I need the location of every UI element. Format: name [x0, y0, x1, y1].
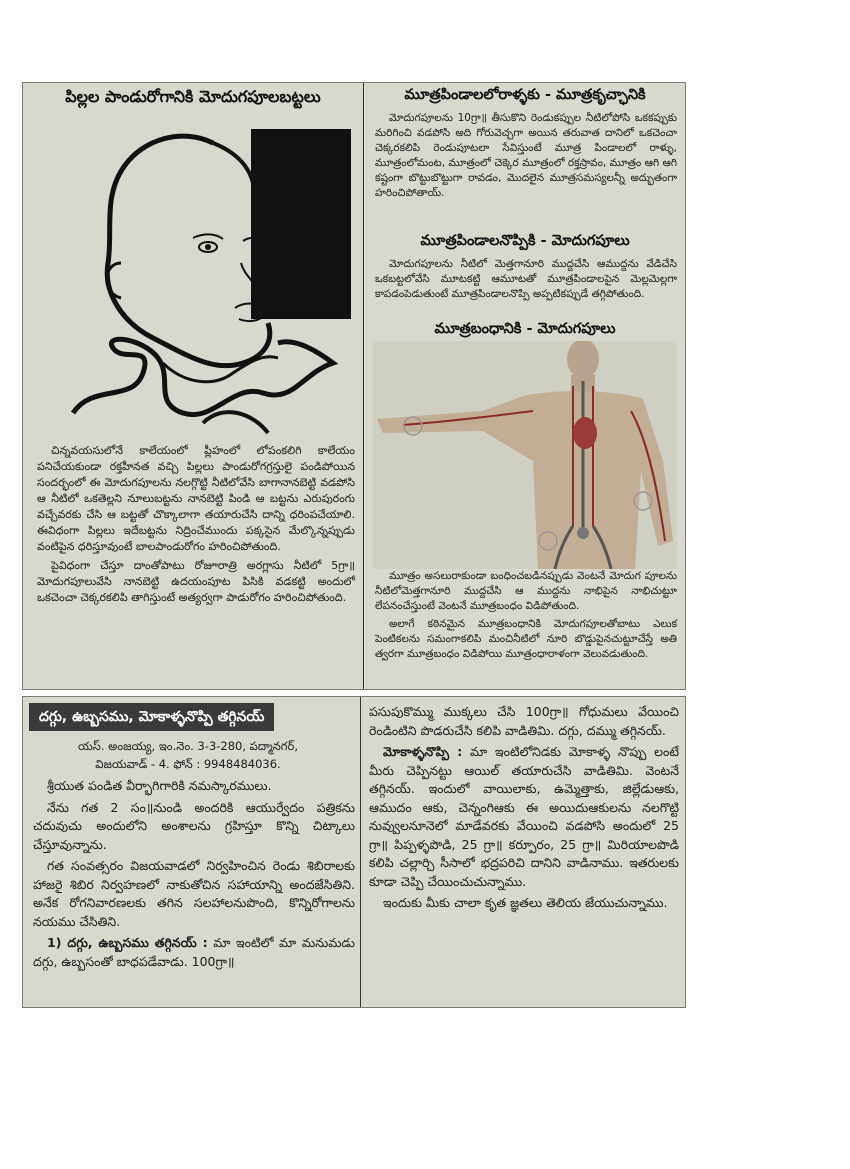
right-lead-paragraph: పసుపుకొమ్ము ముక్కలు చేసి 100గ్రా॥ గోధుమలు వేయించి రెండింటిని పొడరుచేసి కలిపి వాడితిమి. దగ్గు, దమ్ము తగ్గినయ్. [369, 704, 679, 738]
bottom-column-divider [360, 697, 361, 1007]
address-line-2: విజయవాడ్ - 4. ఫోన్ : 9948484036. [95, 757, 281, 771]
point2-label: మోకాళ్ళనొప్పి : [383, 744, 463, 759]
left-column-headline: పిల్లల పాండురోగానికి మోదుగపూలబట్టలు [65, 87, 321, 106]
right-headline-urine-retention: మూత్రబంధానికి - మోదుగపూలు [434, 321, 616, 337]
right-headline-kidney-stones: మూత్రపిండాలలోరాళ్ళకు - మూత్రకృచ్ఛానికి [404, 87, 646, 103]
closing-paragraph: ఇందుకు మీకు చాలా కృత జ్ఞతలు తెలియ జేయుచున్నాము. [383, 895, 668, 910]
right-section-1 [375, 111, 677, 204]
left-column-body [37, 443, 355, 609]
right-paragraph-2: మోదుగపూలను నీటిలో మెత్తగానూరి ముద్దచేసి ఆముద్దను వేడిచేసి ఒకబట్టలోవేసి మూటకట్టి ఆమూటతో మూత్రపిండాలపైన మెల్లమెల్లగా కాపడంపెడుతుంటే మూత్రపిండాలనొప్పి అప్పటికప్పుడే తగ్గిపోతుంది. [375, 258, 677, 300]
right-headline-kidney-pain: మూత్రపిండాలనొప్పికి - మోదుగపూలు [420, 233, 630, 249]
left-paragraph-1: చిన్నవయసులోనే కాలేయంలో ప్లీహంలో లోపంకలిగి కాలేయం పనిచేయకుండా రక్తహీనత వచ్చి పిల్లలు పాండురోగగ్రస్తులై పండిపోయిన సందర్భంలో ఈ మోదుగపూలను నలగ్గొట్టి నీటిలోవేసి బాగానానబెట్టి వడపోసి ఆ నీటిలో ఒకతెల్లని నూలుబట్టను నానబెట్టి పిండి ఆ బట్టను ఎరుపురంగు వచ్చేవరకు చేసి ఆ బట్టతో చొక్కాలాగా తయారుచేసి దాన్ని ధరింపచేయాలి. ఈవిధంగా పిల్లలు ఇదేబట్టను నిద్రించేముందు పక్కసైన మేల్కొన్నప్పుడు వంటిపైన ధరిస్తూవుంటే బాలపాండురోగం హరించిపోతుంది. [37, 444, 355, 553]
point1-paragraph [33, 934, 355, 971]
right-paragraph-4: అలాగే కఠినమైన మూత్రబంధానికి మోదుగపూలతోబాటు ఎలుక పెంటికలను సమంగాకలిపి మంచినీటిలో నూరి బొడ్డుపైనచుట్టూచేస్తే అతి త్వరగా మూత్రబంధం విడిపోయి మూత్రంధారాళంగా వెలువడుతుంది. [375, 618, 677, 660]
address-line-1: యస్. అంజయ్య, ఇం.నెం. 3-3-280, పద్మానగర్, [78, 739, 298, 753]
right-paragraph-1: మోదుగపూలను 10గ్రా॥ తీసుకొని రెండుకప్పుల నీటిలోపోసి ఒకకప్పుకు మరిగించి వడపోసి అది గోరువెచ్చగా అయిన తరువాత దానిలో ఒకచెంచా చెక్కరకలిపి రెండుపూటలా సేవిస్తుంటే మూత్ర పిండాలలో రాళ్ళు, మూత్రంలోమంట, మూత్రంలో చెక్కెర మూత్రంలో రక్తస్రావం, మూత్రం ఆగి ఆగి కష్టంగా బొట్టుబొట్టుగా రావడం, మొదలైన మూత్రసమస్యలన్నీ అద్భుతంగా హరించిపోతాయ్. [375, 112, 677, 199]
testimonial-banner: దగ్గు, ఉబ్బసము, మోకాళ్ళనొప్పి తగ్గినయ్ [29, 703, 274, 731]
right-section-3 [375, 569, 677, 665]
sender-address [23, 737, 353, 773]
right-section-2 [375, 257, 677, 305]
point2-paragraph [369, 743, 679, 891]
bottom-newspaper-clipping [22, 696, 686, 1008]
point1-label: 1) దగ్గు, ఉబ్బసము తగ్గినయ్ : [47, 935, 208, 950]
anatomy-illustration [373, 341, 677, 569]
point2-text: మా ఇంటిలోనిడకు మోకాళ్ళ నొప్పు లంటే మీరు చెప్పినట్టు ఆయిల్ తయారుచేసి వాడితిమి. వెంటనే తగ్గినయ్. ఇందులో వాయిలాకు, ఉమ్మెత్తాకు, జిల్లేడుఆకు, ఆముదం ఆకు, చెన్నంగిఆకు ఈ అయిదుఆకులను నలగొట్టి నువ్వులనూనెలో మాడేవరకు వేయించి వడపోసి అందులో 25 గ్రా॥ పిప్పళ్ళపొడి, 25 గ్రా॥ కర్పూరం, 25 గ్రా॥ మిరియాలపొడి కలిపి చల్లార్చి సీసాలో భద్రపరిచి దానిని వాడినాము. ఇతరులకు కూడా చెప్పి చేయించుచున్నాము. [369, 744, 679, 889]
left-paragraph-2: పైవిధంగా చేస్తూ దాంతోపాటు రోజూరాత్రి అరగ్లాసు నీటిలో 5గ్రా॥ మోదుగపూలువేసి నానబెట్టి ఉదయంపూట పిసికి వడకట్టి అందులో ఒకచెంచా చెక్కరకలిపి తాగిస్తుంటే అత్యర్వగా పాడురోగం హరించిపోతుంది. [37, 559, 355, 604]
child-illustration [63, 123, 353, 443]
right-paragraph-3: మూత్రం అసలురాకుండా బంధించబడినప్పుడు వెంటనే మోదుగ పూలను నీటిలోమెత్తగానూరి ముద్దచేసి ఆ ముద్దను నాభిపైన నాభిచుట్టూ లేపనంచేస్తుంటే వెంటనే మూత్రబంధం విడిపోతుంది. [375, 570, 677, 612]
camp-paragraph: గత సంవత్సరం విజయవాడలో నిర్వహించిన రెండు శిబిరాలకు హాజరై శిబిర నిర్వహణలో నాకుతోచిన సహాయాన్ని అందజేసితిని. అనేక రోగనివారణలకు తగిన సలహాలనుపొంది, కొన్నిరోగాలను నయము చేసితిని. [33, 858, 355, 929]
greeting-paragraph: శ్రీయుత పండిత వీర్భాగిగారికి నమస్కారములు. [47, 778, 272, 793]
bottom-right-column [369, 703, 679, 916]
column-divider [363, 83, 364, 689]
reader-paragraph: నేను గత 2 సం॥నుండి అందరికి ఆయుర్వేదం పత్రికను చదువుచు అందులోని అంశాలను గ్రహిస్తూ కొన్ని చిట్కాలు చేస్తూవున్నాను. [33, 799, 355, 852]
point1-text: మా ఇంటిలో మా మనుమడు దగ్గు, ఉబ్బసంతో బాధపడేవాడు. 100గ్రా॥ [33, 935, 356, 969]
bottom-left-column [33, 777, 355, 974]
top-newspaper-clipping [22, 82, 686, 690]
